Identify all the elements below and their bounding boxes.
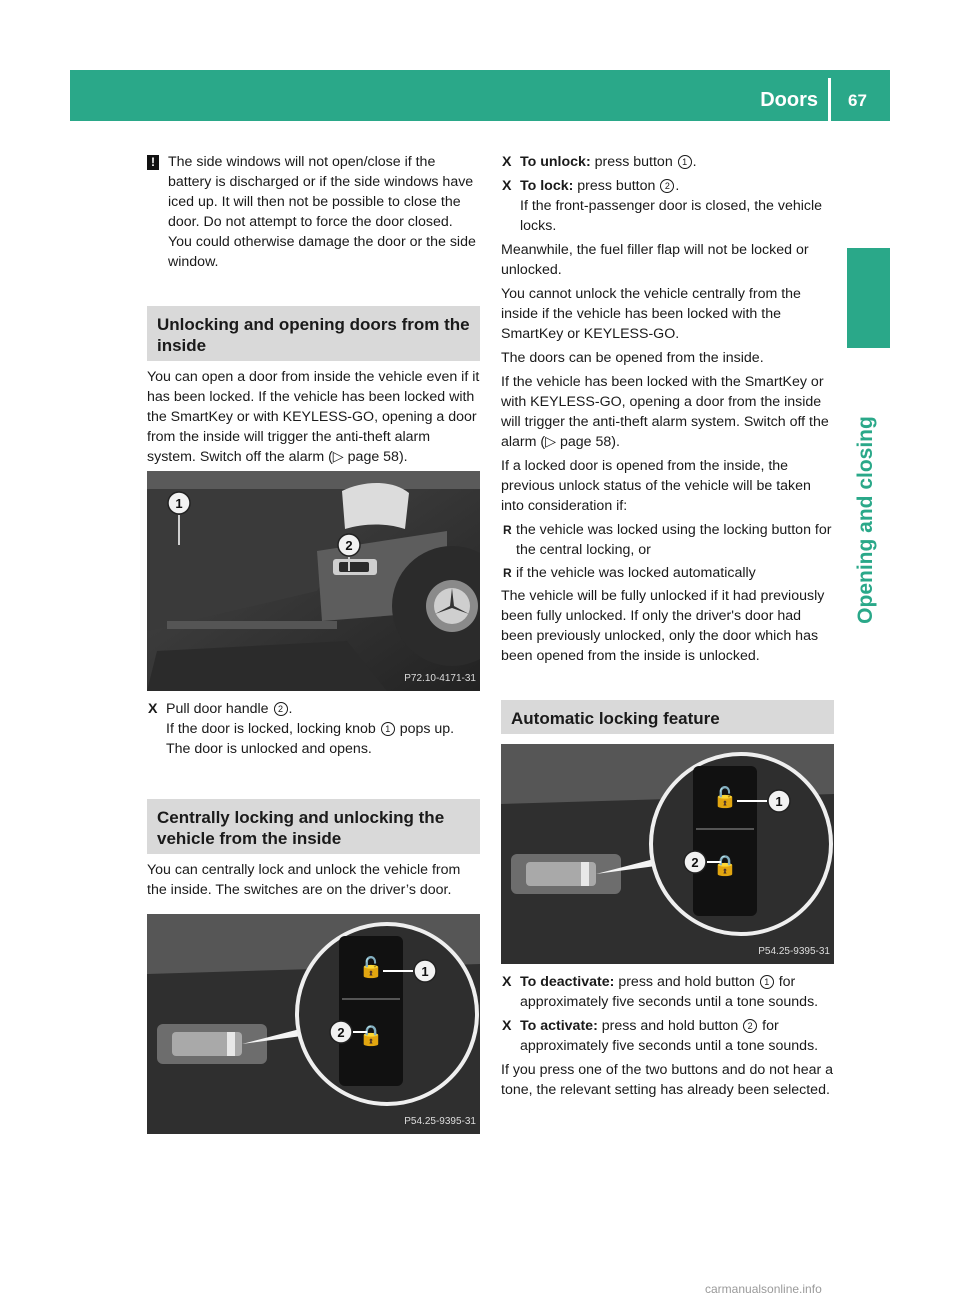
- section-title: Doors: [760, 89, 818, 111]
- right-column: [501, 152, 834, 1104]
- callout-1-icon: 1: [678, 155, 692, 169]
- svg-text:2: 2: [337, 1025, 345, 1040]
- svg-text:1: 1: [421, 964, 429, 979]
- image-code: P54.25-9395-31: [758, 946, 830, 957]
- image-code: P72.10-4171-31: [404, 673, 476, 684]
- svg-text:1: 1: [775, 794, 783, 809]
- heading-unlocking-opening: Unlocking and opening doors from the inside: [147, 306, 480, 361]
- svg-text:🔒: 🔒: [358, 1025, 384, 1047]
- paragraph: You cannot unlock the vehicle centrally from the inside if the vehicle has been locked with the SmartKey or KEYLESS-GO.: [501, 286, 801, 342]
- step-lock: X To lock: press button 2 . If the front-passenger door is closed, the vehicle locks.: [501, 176, 834, 236]
- paragraph-unlocking: You can open a door from inside the vehicle even if it has been locked. If the vehicle has been locked with the SmartKey or with KEYLESS-GO, opening a door from the inside will trigger the anti-theft alarm system. Switch off the alarm (▷ page 58).: [147, 369, 480, 465]
- bullet-item: R if the vehicle was locked automatically: [501, 563, 834, 583]
- paragraph-central-locking: You can centrally lock and unlock the vehicle from the inside. The switches are on the driver’s door.: [147, 862, 461, 898]
- page-header-bar: [70, 70, 890, 121]
- paragraph: If a locked door is opened from the inside, the previous unlock status of the vehicle will be taken into consideration if:: [501, 458, 811, 514]
- header-separator: [828, 78, 831, 121]
- automatic-lock-switch-photo: [501, 744, 834, 964]
- step-deactivate: X To deactivate: press and hold button 1 for approximately five seconds until a tone sounds.: [501, 972, 834, 1012]
- bullet-item: R the vehicle was locked using the locking button for the central locking, or: [501, 520, 834, 560]
- paragraph: The doors can be opened from the inside.: [501, 350, 764, 366]
- chapter-label: Opening and closing: [854, 416, 877, 624]
- warning-icon: !: [147, 155, 159, 170]
- step-activate: X To activate: press and hold button 2 for approximately five seconds until a tone sounds.: [501, 1016, 834, 1056]
- left-column: [147, 152, 480, 1142]
- step-unlock: X To unlock: press button 1 .: [501, 152, 834, 172]
- heading-central-locking: Centrally locking and unlocking the vehicle from the inside: [147, 799, 480, 854]
- callout-2-icon: 2: [660, 179, 674, 193]
- warning-note: [147, 152, 480, 272]
- door-handle-photo: [147, 471, 480, 691]
- svg-text:🔒: 🔒: [712, 855, 738, 877]
- svg-text:2: 2: [345, 538, 353, 553]
- svg-text:1: 1: [175, 496, 183, 511]
- step-pull-handle: X Pull door handle 2 . If the door is locked, locking knob 1 pops up. The door is unlocked and opens.: [147, 699, 480, 759]
- chapter-tab: [847, 248, 890, 348]
- callout-2-icon: 2: [274, 702, 288, 716]
- svg-text:🔓: 🔓: [358, 957, 384, 979]
- watermark: carmanualsonline.info: [705, 1282, 822, 1296]
- paragraph: If the vehicle has been locked with the SmartKey or with KEYLESS-GO, opening a door from the inside will trigger the anti-theft alarm system. Switch off the alarm (▷ page 58).: [501, 374, 829, 450]
- svg-text:2: 2: [691, 855, 699, 870]
- central-lock-switch-photo: [147, 914, 480, 1134]
- callout-2-icon: 2: [743, 1019, 757, 1033]
- callout-1-icon: 1: [760, 975, 774, 989]
- image-code: P54.25-9395-31: [404, 1116, 476, 1127]
- paragraph: Meanwhile, the fuel filler flap will not be locked or unlocked.: [501, 242, 809, 278]
- svg-text:🔓: 🔓: [712, 787, 738, 809]
- callout-1-icon: 1: [381, 722, 395, 736]
- heading-automatic-locking: Automatic locking feature: [501, 700, 834, 734]
- page-number: 67: [848, 91, 867, 110]
- warning-text: The side windows will not open/close if the battery is discharged or if the side windows have iced up. It will then not be possible to close the door. Do not attempt to force the door closed. You could otherwise damage the door or the side window.: [168, 154, 476, 270]
- paragraph-final: If you press one of the two buttons and do not hear a tone, the relevant setting has already been selected.: [501, 1062, 834, 1098]
- paragraph: The vehicle will be fully unlocked if it had previously been fully unlocked. If only the driver's door had been previously unlocked, only the door which has been opened from the inside is unlocked.: [501, 588, 825, 664]
